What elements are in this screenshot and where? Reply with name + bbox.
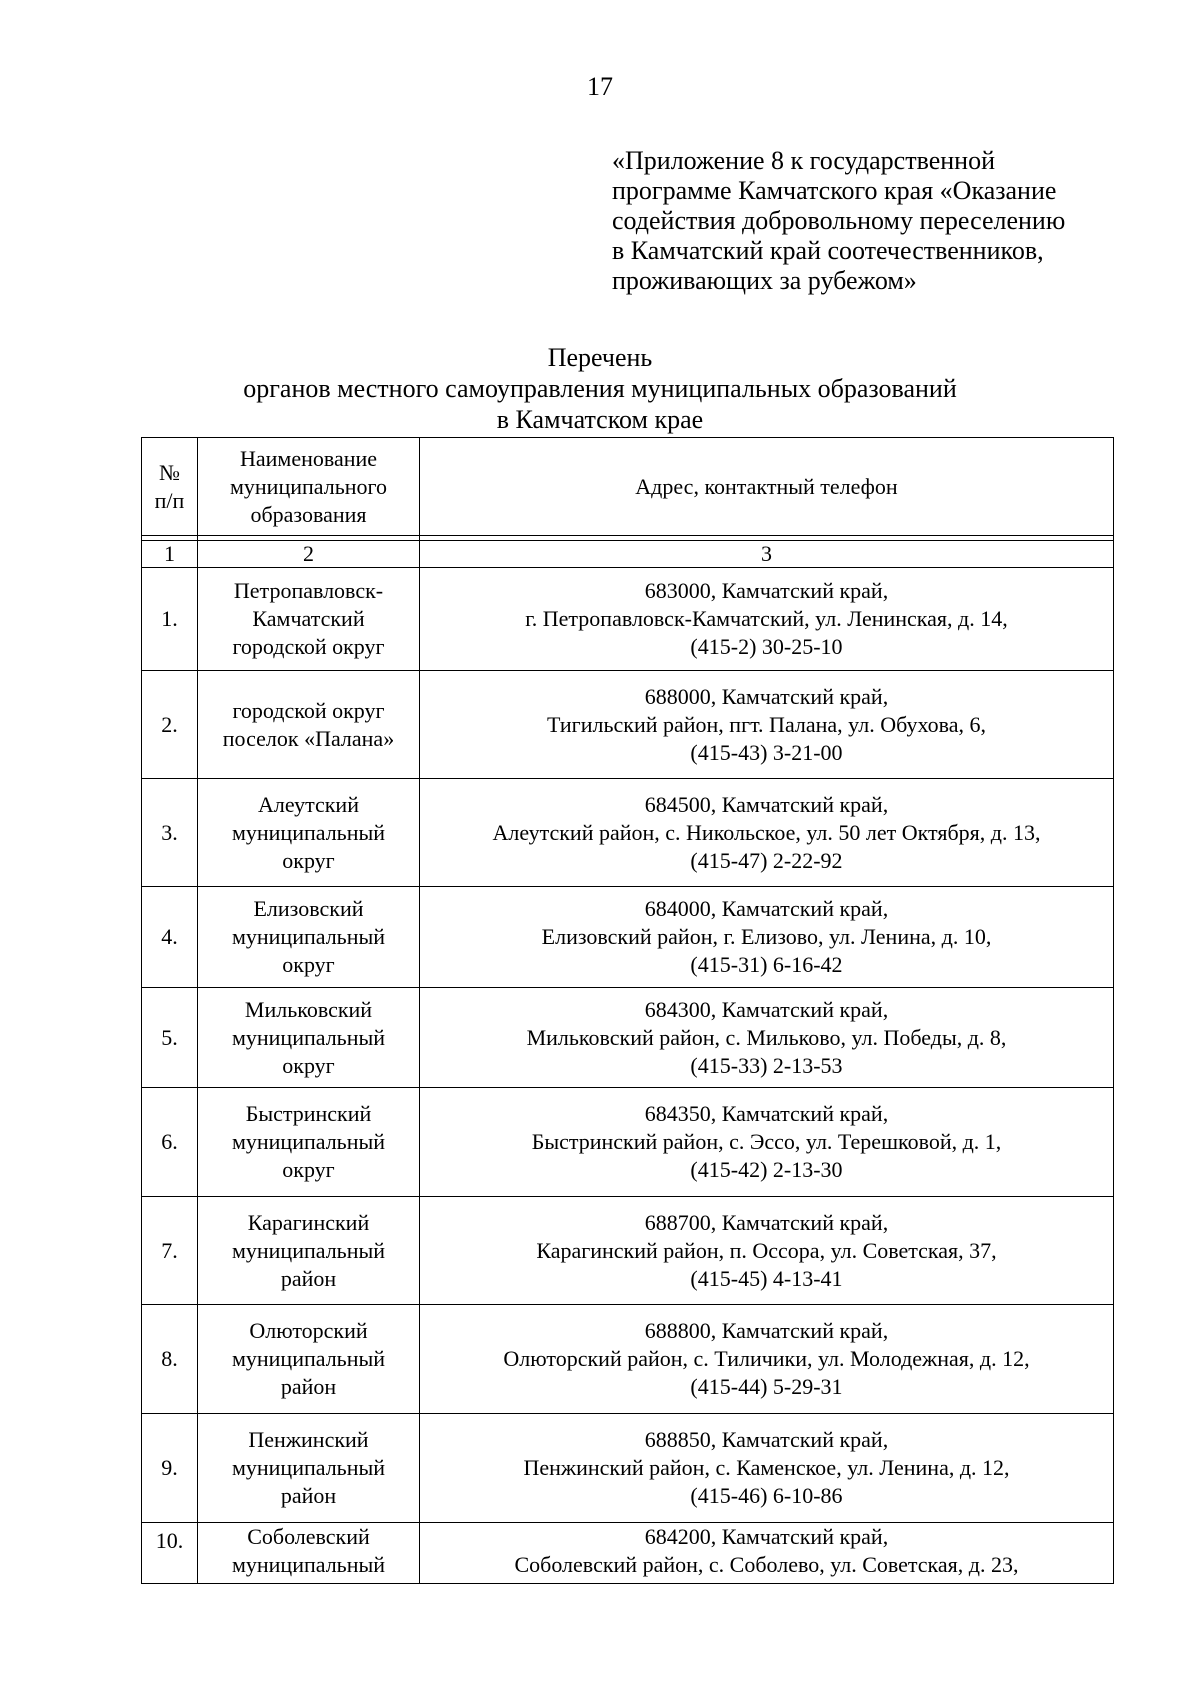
municipality-name-line: Соболевский (247, 1524, 370, 1549)
appendix-note (612, 146, 1132, 296)
municipality-name-line: муниципальный (231, 924, 386, 949)
appendix-line: программе Камчатского края «Оказание (612, 176, 1057, 205)
municipality-address (420, 671, 1114, 779)
municipality-name (198, 1088, 420, 1197)
header-name-line: муниципального (229, 473, 387, 499)
header-num-line: № (159, 459, 180, 485)
title-line: в Камчатском крае (496, 405, 704, 434)
page-number: 17 (587, 72, 613, 101)
column-number: 2 (198, 541, 420, 568)
header-name-line: Наименование (239, 445, 378, 471)
municipality-name-line: муниципальный (231, 1552, 386, 1577)
address-line: 684300, Камчатский край, (644, 996, 889, 1022)
address-line: 684350, Камчатский край, (644, 1101, 889, 1126)
municipality-name-line: округ (282, 1157, 335, 1182)
address-line: 683000, Камчатский край, (644, 578, 889, 603)
table-row (142, 671, 1114, 779)
municipality-name (198, 887, 420, 988)
municipality-name (198, 1305, 420, 1414)
row-number: 4. (142, 887, 198, 988)
row-number: 10. (142, 1523, 198, 1584)
address-line: Алеутский район, с. Никольское, ул. 50 лет Октября, д. 13, (492, 819, 1041, 845)
municipality-address (420, 779, 1114, 887)
municipality-name-line: муниципальный (231, 1346, 386, 1371)
table-row (142, 1305, 1114, 1414)
row-number: 8. (142, 1305, 198, 1414)
municipality-name-line: городской округ (232, 697, 385, 723)
address-line: Тигильский район, пгт. Палана, ул. Обухова, 6, (547, 711, 986, 737)
municipality-name-line: район (280, 1265, 337, 1291)
municipality-name-line: муниципальный (231, 819, 386, 845)
municipality-name-line: Петропавловск- (233, 578, 384, 603)
address-line: 688800, Камчатский край, (644, 1318, 889, 1343)
municipality-address (420, 887, 1114, 988)
header-name-line: образования (250, 501, 367, 527)
appendix-line: проживающих за рубежом» (612, 266, 917, 295)
municipality-name-line: муниципальный (231, 1024, 386, 1050)
table-row (142, 568, 1114, 671)
table-row (142, 1523, 1114, 1584)
municipality-name-line: городской округ (232, 634, 385, 659)
municipality-name (198, 779, 420, 887)
municipality-name (198, 568, 420, 671)
address-line: (415-33) 2-13-53 (690, 1052, 843, 1078)
address-line: г. Петропавловск-Камчатский, ул. Ленинская, д. 14, (525, 606, 1008, 631)
appendix-line: содействия добровольному переселению (612, 206, 1066, 235)
municipality-name-line: Карагинский (247, 1209, 370, 1235)
municipality-name-line: муниципальный (231, 1455, 386, 1480)
municipality-name-line: округ (282, 952, 335, 977)
header-num (142, 438, 198, 536)
municipality-address (420, 988, 1114, 1088)
row-number: 3. (142, 779, 198, 887)
row-number: 2. (142, 671, 198, 779)
table-header-row (142, 438, 1114, 536)
municipality-name-line: район (280, 1483, 337, 1508)
municipality-name-line: муниципальный (231, 1237, 386, 1263)
row-number: 1. (142, 568, 198, 671)
municipality-name (198, 1414, 420, 1523)
table-row (142, 988, 1114, 1088)
municipality-name-line: Пенжинский (248, 1427, 369, 1452)
municipality-name-line: Мильковский (244, 996, 373, 1022)
municipality-name-line: поселок «Палана» (222, 725, 395, 751)
municipality-name-line: Олюторский (249, 1318, 368, 1343)
title-line: Перечень (547, 343, 653, 372)
municipality-name-line: район (280, 1374, 337, 1399)
address-line: (415-44) 5-29-31 (690, 1374, 843, 1399)
row-number: 9. (142, 1414, 198, 1523)
municipality-name (198, 1523, 420, 1584)
municipality-name-line: Камчатский (252, 606, 365, 631)
column-number: 3 (420, 541, 1114, 568)
table-row (142, 887, 1114, 988)
address-line: (415-46) 6-10-86 (690, 1483, 843, 1508)
address-line: Елизовский район, г. Елизово, ул. Ленина, д. 10, (541, 924, 992, 949)
address-line: Карагинский район, п. Оссора, ул. Советская, 37, (536, 1237, 997, 1263)
municipality-address (420, 1414, 1114, 1523)
municipality-name-line: Алеутский (258, 791, 359, 817)
municipality-name (198, 988, 420, 1088)
municipality-name (198, 671, 420, 779)
row-number: 7. (142, 1197, 198, 1305)
column-number: 1 (142, 541, 198, 568)
municipality-name-line: муниципальный (231, 1129, 386, 1154)
address-line: 688700, Камчатский край, (644, 1209, 889, 1235)
municipality-address (420, 1523, 1114, 1584)
table-row (142, 1414, 1114, 1523)
municipality-name (198, 1197, 420, 1305)
address-line: 684000, Камчатский край, (644, 896, 889, 921)
municipality-name-line: округ (282, 847, 335, 873)
address-line: Пенжинский район, с. Каменское, ул. Ленина, д. 12, (523, 1455, 1010, 1480)
municipality-name-line: Быстринский (245, 1101, 372, 1126)
address-line: 688000, Камчатский край, (644, 683, 889, 709)
address-line: (415-47) 2-22-92 (690, 847, 843, 873)
address-line: (415-42) 2-13-30 (690, 1157, 843, 1182)
address-line: Мильковский район, с. Мильково, ул. Победы, д. 8, (526, 1024, 1007, 1050)
address-line: 684200, Камчатский край, (644, 1524, 889, 1549)
address-line: 684500, Камчатский край, (644, 791, 889, 817)
municipality-address (420, 1088, 1114, 1197)
municipalities-table-wrapper (141, 437, 1113, 1584)
title-line: органов местного самоуправления муниципальных образований (243, 374, 957, 403)
municipality-name-line: Елизовский (253, 896, 364, 921)
appendix-line: в Камчатский край соотечественников, (612, 236, 1044, 265)
address-line: Быстринский район, с. Эссо, ул. Терешковой, д. 1, (531, 1129, 1002, 1154)
municipality-address (420, 1197, 1114, 1305)
table-row (142, 779, 1114, 887)
municipality-address (420, 1305, 1114, 1414)
address-line: (415-2) 30-25-10 (690, 634, 843, 659)
row-number: 6. (142, 1088, 198, 1197)
table-row (142, 1197, 1114, 1305)
address-line: Олюторский район, с. Тиличики, ул. Молодежная, д. 12, (503, 1346, 1030, 1371)
address-line: (415-43) 3-21-00 (690, 739, 843, 765)
appendix-line: «Приложение 8 к государственной (612, 146, 995, 175)
header-address: Адрес, контактный телефон (420, 438, 1114, 536)
address-line: (415-31) 6-16-42 (690, 952, 843, 977)
municipalities-table (141, 437, 1114, 1584)
column-number-row (142, 541, 1114, 568)
address-line: Соболевский район, с. Соболево, ул. Советская, д. 23, (514, 1552, 1019, 1577)
document-title (0, 342, 1200, 435)
row-number: 5. (142, 988, 198, 1088)
header-name (198, 438, 420, 536)
municipality-name-line: округ (282, 1052, 335, 1078)
header-num-line: п/п (154, 487, 185, 513)
table-row (142, 1088, 1114, 1197)
address-line: (415-45) 4-13-41 (690, 1265, 843, 1291)
municipality-address (420, 568, 1114, 671)
address-line: 688850, Камчатский край, (644, 1427, 889, 1452)
